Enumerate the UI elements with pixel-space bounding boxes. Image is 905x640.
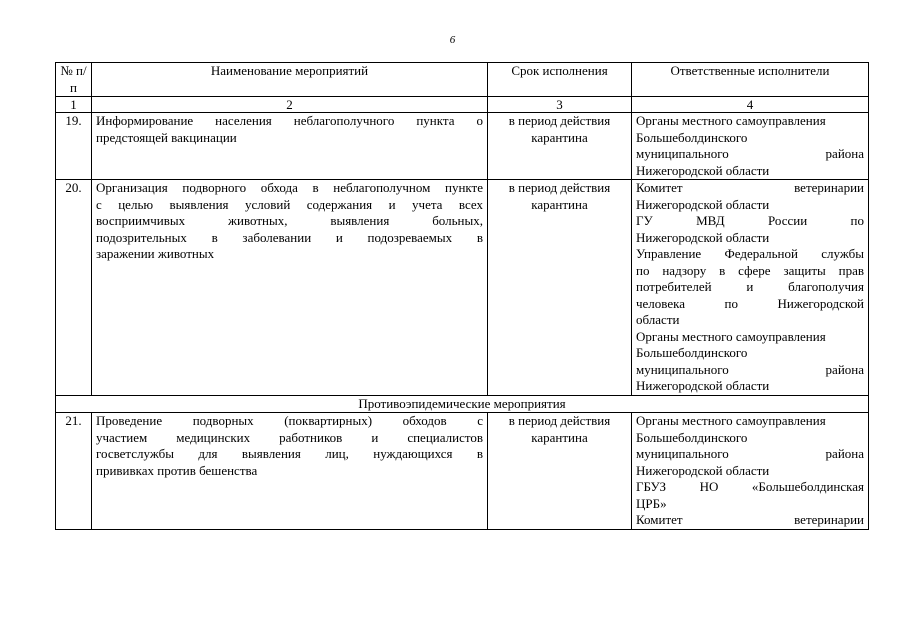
executor-line: Нижегородской области: [636, 162, 770, 178]
deadline: [488, 180, 632, 396]
column-index-row: [56, 97, 869, 113]
executor-line: Комитет ветеринарии: [636, 180, 864, 195]
executor-line: по надзору в сфере защиты прав: [636, 262, 864, 278]
executor-line: Управление Федеральной службы: [636, 246, 864, 261]
executor-line: Нижегородской области: [636, 196, 770, 212]
executors: [632, 180, 869, 396]
measure-name: [92, 413, 488, 530]
executor-line: Органы местного самоуправления: [636, 113, 826, 128]
deadline-line: в период действия: [508, 180, 611, 195]
section-row: [56, 395, 869, 413]
deadline: [488, 413, 632, 530]
row-number: 19.: [56, 113, 92, 180]
measure-name-line: Информирование населения неблагополучного пункта о: [96, 113, 483, 128]
page-number: 6: [449, 34, 456, 46]
header-exec: Ответственные исполнители: [632, 63, 869, 97]
column-index: 1: [56, 97, 92, 113]
executor-line: области: [636, 312, 680, 327]
executor-line: муниципального района: [636, 146, 864, 161]
row-number: 20.: [56, 180, 92, 396]
measure-name-line: прививках против бешенства: [96, 462, 258, 478]
measure-name-line: восприимчивых животных, выявления больных,: [96, 213, 483, 228]
executors: [632, 113, 869, 180]
deadline-line: карантина: [531, 196, 588, 212]
executor-line: Нижегородской области: [636, 378, 770, 393]
executor-line: Большеболдинского: [636, 345, 748, 360]
table-row: [56, 113, 869, 180]
executor-line: ГБУЗ НО «Большеболдинская: [636, 479, 864, 494]
deadline-line: в период действия: [508, 113, 611, 128]
measure-name-line: участием медицинских работников и специалистов: [96, 429, 483, 445]
executor-line: ЦРБ»: [636, 495, 667, 511]
executor-line: человека по Нижегородской: [636, 295, 864, 311]
deadline-line: в период действия: [508, 413, 611, 428]
header-num: № п/п: [56, 63, 92, 97]
column-index: 4: [632, 97, 869, 113]
table-row: [56, 180, 869, 396]
executor-line: Большеболдинского: [636, 429, 748, 445]
executor-line: Нижегородской области: [636, 229, 770, 245]
executor-line: потребителей и благополучия: [636, 279, 864, 294]
executor-line: Комитет ветеринарии: [636, 512, 864, 527]
row-number: 21.: [56, 413, 92, 530]
column-index: 2: [92, 97, 488, 113]
measure-name: [92, 113, 488, 180]
executor-line: ГУ МВД России по: [636, 213, 864, 228]
measure-name-line: госветслужбы для выявления лиц, нуждающихся в: [96, 446, 483, 461]
measure-name-line: заражении животных: [96, 246, 215, 261]
measure-name: [92, 180, 488, 396]
executor-line: Органы местного самоуправления: [636, 413, 826, 428]
measure-name-line: Организация подворного обхода в неблагополучном пункте: [96, 180, 483, 195]
measure-name-line: подозрительных в заболевании и подозреваемых в: [96, 229, 483, 245]
column-index: 3: [488, 97, 632, 113]
deadline-line: карантина: [531, 129, 588, 145]
measure-name-line: с целью выявления условий содержания и учета всех: [96, 196, 483, 212]
executor-line: муниципального района: [636, 446, 864, 461]
measures-table: [55, 62, 869, 530]
section-title: Противоэпидемические мероприятия: [56, 395, 869, 413]
measure-name-line: предстоящей вакцинации: [96, 129, 237, 145]
table-header-row: [56, 63, 869, 97]
executors: [632, 413, 869, 530]
executor-line: Большеболдинского: [636, 129, 748, 145]
deadline: [488, 113, 632, 180]
deadline-line: карантина: [531, 429, 588, 445]
header-term: Срок исполнения: [488, 63, 632, 97]
table-row: [56, 413, 869, 530]
measure-name-line: Проведение подворных (поквартирных) обходов с: [96, 413, 483, 428]
header-name: Наименование мероприятий: [92, 63, 488, 97]
executor-line: Органы местного самоуправления: [636, 328, 826, 344]
executor-line: Нижегородской области: [636, 462, 770, 478]
executor-line: муниципального района: [636, 361, 864, 377]
